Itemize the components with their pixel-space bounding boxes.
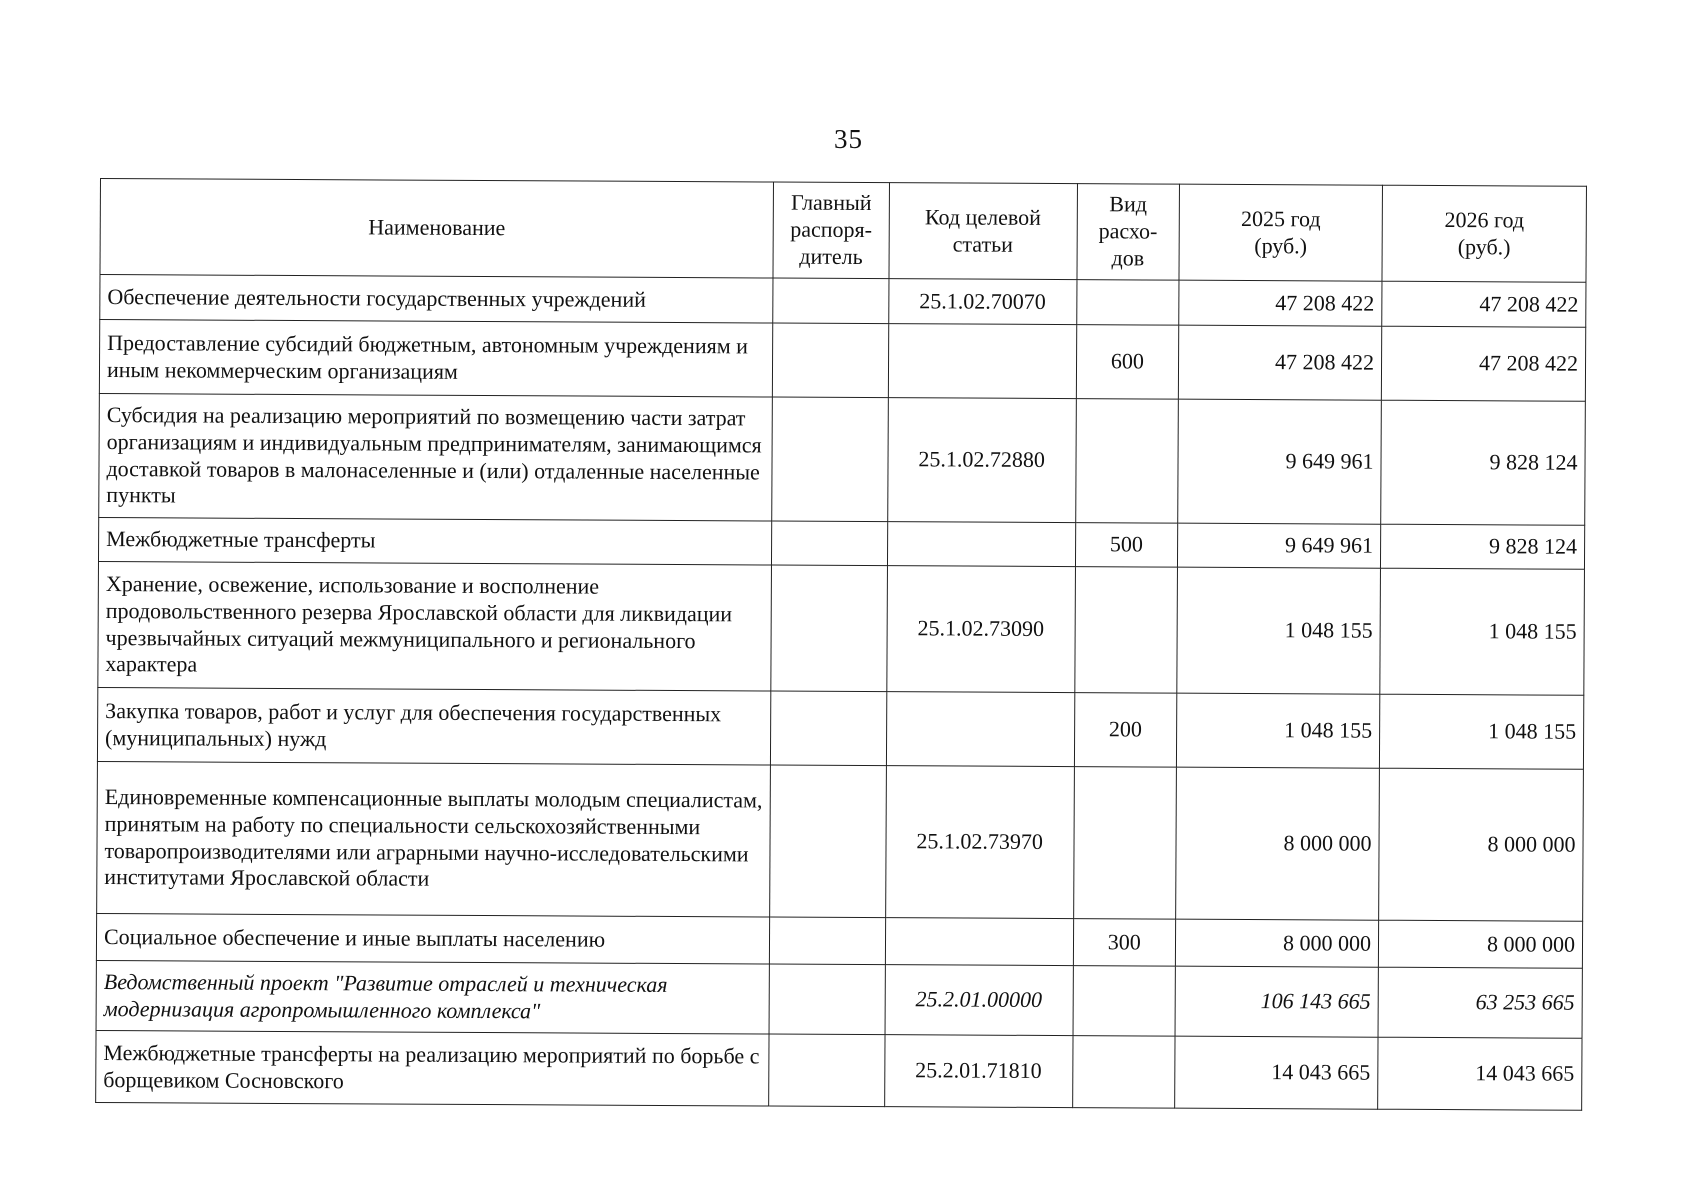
cell-chief — [771, 691, 887, 766]
table-row — [99, 320, 1585, 402]
cell-code: 25.1.02.73090 — [887, 566, 1076, 693]
cell-name: Межбюджетные трансферты на реализацию мероприятий по борьбе с борщевиком Сосновского — [96, 1030, 770, 1106]
cell-kind — [1072, 1036, 1175, 1109]
cell-2026: 47 208 422 — [1381, 326, 1585, 401]
cell-code — [885, 918, 1073, 966]
cell-2026: 9 828 124 — [1380, 524, 1584, 569]
cell-chief — [772, 397, 888, 522]
cell-2025: 9 649 961 — [1178, 399, 1382, 524]
cell-code — [887, 522, 1075, 567]
header-year-2026: 2026 год (руб.) — [1382, 185, 1587, 282]
header-year-2025: 2025 год (руб.) — [1179, 184, 1382, 281]
cell-name: Закупка товаров, работ и услуг для обеспечения государственных (муниципальных) нужд — [97, 687, 771, 765]
cell-name: Предоставление субсидий бюджетным, автономным учреждениям и иным некоммерческим организациям — [99, 320, 773, 398]
cell-2025: 9 649 961 — [1178, 523, 1381, 568]
cell-name: Хранение, освежение, использование и восполнение продовольственного резерва Ярославской области для ликвидации чрезвычайных ситуаций межмуниципального и регионального характера — [98, 561, 772, 691]
cell-kind — [1073, 966, 1176, 1037]
cell-name: Межбюджетные трансферты — [98, 517, 771, 565]
cell-2025: 47 208 422 — [1178, 325, 1381, 400]
table-header-row — [100, 179, 1586, 283]
cell-2025: 8 000 000 — [1176, 767, 1380, 920]
table-row — [100, 275, 1586, 328]
cell-name: Единовременные компенсационные выплаты молодым специалистам, принятым на работу по специальности сельскохозяйственными товаропроизводителями или аграрными научно-исследовательскими институтами Ярославской области — [97, 761, 771, 917]
cell-2025: 1 048 155 — [1176, 693, 1379, 768]
cell-chief — [770, 765, 886, 918]
header-name: Наименование — [100, 179, 774, 279]
cell-2026: 9 828 124 — [1381, 400, 1586, 525]
cell-kind: 600 — [1076, 325, 1179, 400]
table-row — [96, 960, 1582, 1038]
cell-kind: 500 — [1075, 523, 1178, 568]
header-chief-manager: Главный распоря- дитель — [773, 182, 889, 279]
cell-chief — [773, 278, 889, 324]
table-row — [96, 913, 1582, 968]
cell-kind: 300 — [1073, 919, 1176, 967]
table-row — [98, 561, 1585, 695]
cell-kind — [1076, 280, 1179, 326]
cell-code: 25.2.01.00000 — [885, 965, 1073, 1036]
cell-chief — [769, 964, 885, 1035]
cell-2025: 14 043 665 — [1175, 1036, 1378, 1109]
cell-name: Ведомственный проект "Развитие отраслей и техническая модернизация агропромышленного комплекса" — [96, 960, 770, 1034]
cell-2025: 8 000 000 — [1175, 919, 1378, 967]
cell-kind: 200 — [1074, 693, 1177, 768]
cell-2026: 14 043 665 — [1378, 1037, 1582, 1110]
page-number: 35 — [834, 124, 863, 154]
cell-2026: 8 000 000 — [1379, 768, 1584, 921]
table-row — [96, 1030, 1582, 1110]
cell-chief — [771, 565, 887, 692]
cell-2025: 1 048 155 — [1177, 567, 1381, 694]
cell-code: 25.1.02.70070 — [888, 279, 1076, 325]
cell-code: 25.1.02.73970 — [885, 766, 1074, 919]
cell-chief — [769, 1034, 885, 1107]
header-expense-kind: Вид расхо- дов — [1077, 184, 1180, 281]
table-row — [99, 393, 1586, 525]
header-target-code: Код целевой статьи — [889, 183, 1077, 280]
cell-code — [888, 324, 1076, 399]
cell-2025: 47 208 422 — [1179, 280, 1382, 326]
cell-kind — [1073, 767, 1176, 920]
cell-2025: 106 143 665 — [1175, 966, 1378, 1037]
cell-chief — [772, 521, 888, 566]
cell-kind — [1075, 399, 1178, 524]
cell-code — [886, 692, 1074, 767]
cell-name: Социальное обеспечение и иные выплаты населению — [96, 913, 769, 964]
table-row — [97, 687, 1583, 769]
cell-2026: 8 000 000 — [1378, 920, 1582, 968]
cell-chief — [770, 917, 886, 965]
cell-2026: 47 208 422 — [1382, 281, 1586, 327]
budget-table — [95, 178, 1587, 1111]
cell-kind — [1074, 567, 1177, 694]
cell-name: Обеспечение деятельности государственных учреждений — [100, 275, 773, 324]
cell-2026: 1 048 155 — [1379, 694, 1583, 769]
cell-name: Субсидия на реализацию мероприятий по возмещению части затрат организациям и индивидуальным предпринимателям, занимающимся доставкой товаров в малонаселенные и (или) отдаленные населенные пункты — [99, 393, 773, 521]
cell-2026: 63 253 665 — [1378, 967, 1582, 1038]
table-row — [98, 517, 1584, 569]
cell-code: 25.1.02.72880 — [887, 398, 1076, 523]
cell-2026: 1 048 155 — [1380, 568, 1585, 695]
cell-code: 25.2.01.71810 — [884, 1035, 1072, 1108]
cell-chief — [773, 323, 889, 398]
table-row — [97, 761, 1584, 921]
